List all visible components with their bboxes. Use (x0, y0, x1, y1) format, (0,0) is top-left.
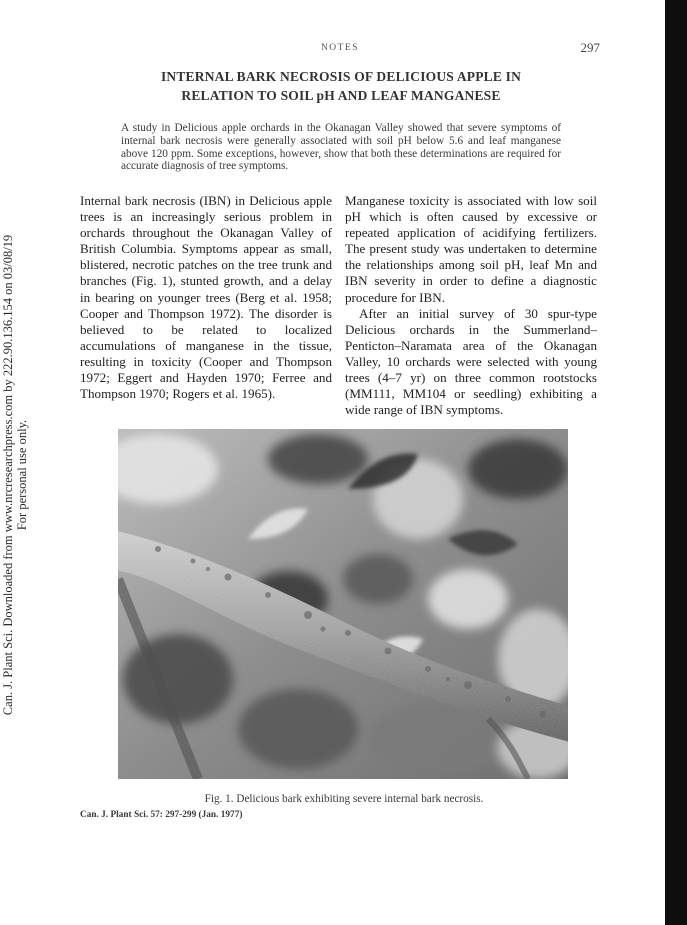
bark-photograph (118, 429, 568, 779)
body-paragraph: Manganese toxicity is associated with low soil pH which is often caused by excessive or repeated application of acidifying fertilizers. The present study was undertaken to determine the relationships among soil pH, leaf Mn and IBN severity in order to define a diagnostic procedure for IBN. (345, 193, 597, 305)
journal-citation: Can. J. Plant Sci. 57: 297-299 (Jan. 1977) (80, 810, 243, 820)
body-paragraph: Internal bark necrosis (IBN) in Delicious apple trees is an increasingly serious problem in orchards throughout the Okanagan Valley of British Columbia. Symptoms appear as small, blistered, necrotic patches on the tree trunk and branches (Fig. 1), stunted growth, and a delay in bearing on younger trees (Berg et al. 1958; Cooper and Thompson 1972). The disorder is believed to be related to localized accumulations of manganese in the tissue, resulting in toxicity (Cooper and Thompson 1972; Eggert and Hayden 1970; Ferree and Thompson 1970; Rogers et al. 1965). (80, 193, 332, 402)
figure-caption: Fig. 1. Delicious bark exhibiting severe internal bark necrosis. (204, 793, 484, 805)
abstract: A study in Delicious apple orchards in the Okanagan Valley showed that severe symptoms of internal bark necrosis were generally associated with soil pH below 5.6 and leaf manganese above 120 ppm. Some exceptions, however, show that both these determinations are required for accurate diagnosis of tree symptoms. (121, 122, 561, 173)
page-number: 297 (580, 40, 600, 55)
download-notice (1, 195, 29, 755)
page-edge (665, 0, 687, 925)
title-line-2: RELATION TO SOIL pH AND LEAF MANGANESE (181, 88, 501, 103)
download-notice-line: Can. J. Plant Sci. Downloaded from www.nrcresearchpress.com by 222.90.136.154 on 03/08/19 (1, 234, 15, 716)
article-title (96, 67, 586, 105)
personal-use-line: For personal use only. (15, 419, 29, 531)
right-column (345, 193, 597, 418)
left-column (80, 193, 332, 402)
body-paragraph: After an initial survey of 30 spur-type Delicious orchards in the Summerland–Penticton–Naramata area of the Okanagan Valley, 10 orchards were selected with young trees (4–7 yr) on three common rootstocks (MM111, MM104 or seedling) exhibiting a wide range of IBN symptoms. (345, 305, 597, 418)
running-head: NOTES (320, 43, 360, 53)
title-line-1: INTERNAL BARK NECROSIS OF DELICIOUS APPLE IN (160, 69, 522, 84)
